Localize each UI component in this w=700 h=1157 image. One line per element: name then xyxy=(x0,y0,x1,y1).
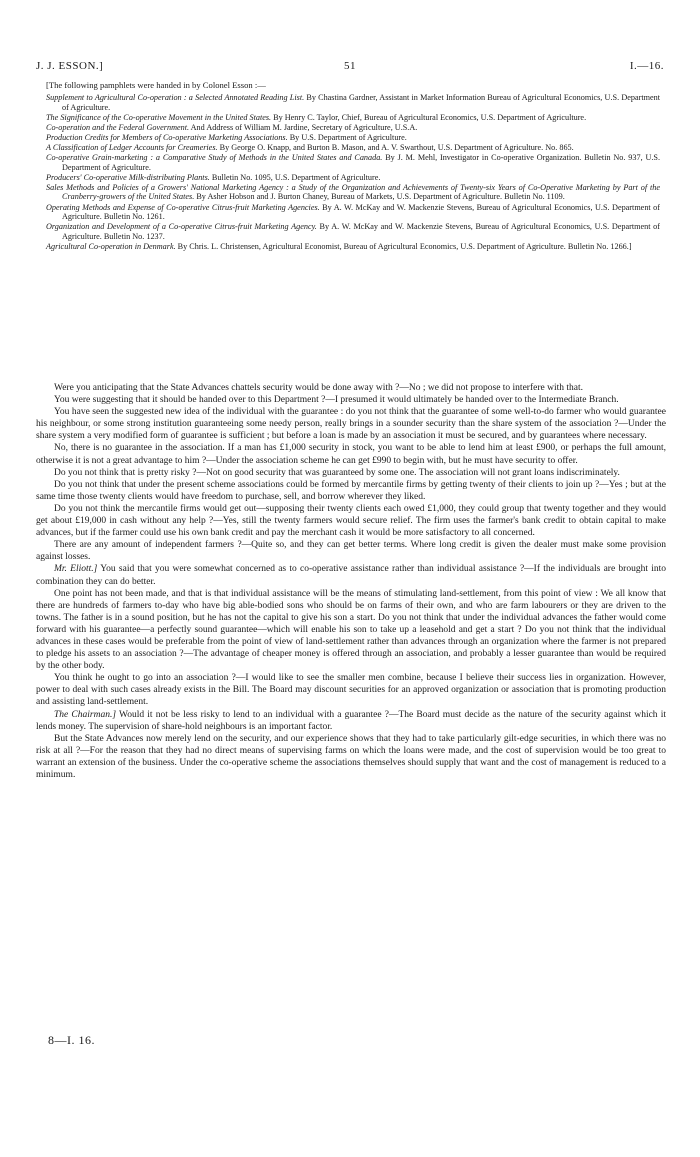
paragraph-text: Do you not think that under the present scheme associations could be formed by mercantile firms by getting twenty of their clients to join up ?—Yes ; but at the same time those twenty clients would have freedom to purchase, sell, and borrow wherever they liked. xyxy=(36,479,666,502)
running-header xyxy=(36,60,664,74)
pamphlet-details: By Asher Hobson and J. Burton Chaney, Bureau of Markets, U.S. Department of Agriculture. Bulletin No. 1109. xyxy=(194,192,565,202)
paragraph-text: Would it not be less risky to lend to an individual with a guarantee ?—The Board must decide as the nature of the security against which it lends money. The supervision of share-hold neighbours is an important factor. xyxy=(36,709,666,732)
evidence-paragraph xyxy=(36,382,666,394)
paragraph-text: Do you not think that is pretty risky ?—Not on good security that was guaranteed by some one. The association will not grant loans indiscriminately. xyxy=(54,467,620,478)
pamphlet-details: Bulletin No. 1095, U.S. Department of Agriculture. xyxy=(209,172,381,182)
evidence-paragraph xyxy=(36,539,666,563)
paragraph-text: But the State Advances now merely lend on the security, and our experience shows that they had to take particularly gilt-edge securities, in which there was no risk at all ?—For the reason that they had no direct means of supervising farms on which the loans were made, and the cost of supervision would be too great to warrant an extension of the business. Under the co-operative scheme the associations themselves should supply that want and the cost of management is reduced to a minimum. xyxy=(36,733,666,780)
paragraph-text: No, there is no guarantee in the association. If a man has £1,000 security in stock, you want to be able to lend him at least £900, or perhaps the full amount, otherwise it is not a great advantage to him ?—Under the association scheme he can get £990 to begin with, but he must have security to offer. xyxy=(36,443,666,466)
pamphlet-entry xyxy=(46,173,660,183)
page-number: 51 xyxy=(344,60,356,72)
pamphlet-entry xyxy=(46,242,660,252)
paragraph-text: You have seen the suggested new idea of the individual with the guarantee : do you not think that the guarantee of some well-to-do farmer who would guarantee his neighbour, or some strong institution guaranteeing some needy person, really brings in a sounder security than the share system of the association ?—Under the share system a very modified form of guarantee is sufficient ; but before a loan is made by an association it must be secured, and by guarantees where necessary. xyxy=(36,407,666,442)
pamphlet-details: By U.S. Department of Agriculture. xyxy=(287,132,407,142)
pamphlet-title: Organization and Development of a Co-operative Citrus-fruit Marketing Agency. xyxy=(46,222,317,232)
speaker-label: The Chairman.] xyxy=(54,709,117,720)
pamphlet-entry xyxy=(46,113,660,123)
pamphlet-details: By J. M. Mehl, Investigator in Co-operative Organization. Bulletin No. 937, U.S. Department of Agriculture. xyxy=(62,153,661,172)
paragraph-text: You think he ought to go into an association ?—I would like to see the smaller men combine, because I believe their success lies in organization. However, power to deal with such cases already exists in the Bill. The Board may discount securities for an approved organization or association that is promoting production and assisting land-settlement. xyxy=(36,673,666,708)
speaker-label: Mr. Eliott.] xyxy=(54,564,98,575)
paper-reference: I.—16. xyxy=(629,60,664,72)
evidence-paragraph xyxy=(36,406,666,442)
pamphlet-details: By A. W. McKay and W. Mackenzie Stevens, Bureau of Agricultural Economics, U.S. Department of Agriculture. Bulletin No. 1261. xyxy=(62,202,660,222)
header-witness: J. J. ESSON.] xyxy=(36,60,104,72)
pamphlet-title: Co-operation and the Federal Government. xyxy=(46,122,190,132)
pamphlet-entry xyxy=(46,123,660,133)
pamphlet-details: And Address of William M. Jardine, Secretary of Agriculture, U.S.A. xyxy=(189,122,418,132)
pamphlet-title: Agricultural Co-operation in Denmark. xyxy=(46,241,176,251)
pamphlet-list xyxy=(46,93,660,252)
evidence-paragraph xyxy=(36,672,666,708)
evidence-paragraph xyxy=(36,563,666,587)
evidence-body xyxy=(36,382,666,781)
pamphlet-entry xyxy=(46,133,660,143)
signature-mark: 8—I. 16. xyxy=(48,1033,95,1047)
pamphlet-title: Sales Methods and Policies of a Growers' National Marketing Agency : a Study of the Organization and Achievements of Twenty-six Years of Co-Operative Marketing by Part of the Cranberry-growers of the United States. xyxy=(46,182,660,202)
pamphlet-title: The Significance of the Co-operative Movement in the United States. xyxy=(46,112,272,122)
pamphlet-entry xyxy=(46,222,660,241)
pamphlet-title: A Classification of Ledger Accounts for Creameries. xyxy=(46,142,218,152)
evidence-paragraph xyxy=(36,394,666,406)
paragraph-text: Were you anticipating that the State Advances chattels security would be done away with ?—No ; we did not propose to interfere with that. xyxy=(54,383,583,393)
pamphlets-intro: [The following pamphlets were handed in by Colonel Esson :— xyxy=(46,80,266,90)
paragraph-text: There are any amount of independent farmers ?—Quite so, and they can get better terms. Where long credit is given the dealer must make some provision against losses. xyxy=(36,540,666,563)
pamphlet-entry xyxy=(46,143,660,153)
pamphlet-details: By Henry C. Taylor, Chief, Bureau of Agricultural Economics, U.S. Department of Agriculture. xyxy=(271,112,587,122)
pamphlet-title: Operating Methods and Expense of Co-operative Citrus-fruit Marketing Agencies. xyxy=(46,202,320,212)
evidence-paragraph xyxy=(36,733,666,781)
paragraph-text: Do you not think the mercantile firms would get out—supposing their twenty clients each owed £1,000, they could group that twenty together and they would get about £19,000 in cash without any help ?—Yes, still the twenty farmers would secure relief. The firm uses the farmer's bank credit to obtain capital to make advances, but if the farmer could use his own bank credit and pay the merchant cash it would be more satisfactory to all concerned. xyxy=(36,503,666,539)
pamphlet-title: Production Credits for Members of Co-operative Marketing Associations. xyxy=(46,132,288,142)
pamphlet-details: By A. W. McKay and W. Mackenzie Stevens, Bureau of Agricultural Economics, U.S. Department of Agriculture. Bulletin No. 1237. xyxy=(62,222,660,241)
pamphlet-title: Producers' Co-operative Milk-distributing Plants. xyxy=(46,172,210,182)
evidence-paragraph xyxy=(36,442,666,466)
pamphlet-details: By George O. Knapp, and Burton B. Mason, and A. V. Swarthout, U.S. Department of Agriculture. No. 865. xyxy=(217,142,574,152)
paragraph-text: One point has not been made, and that is that individual assistance will be the means of stimulating land-settlement, from this point of view : We all know that there are hundreds of farmers to-day who have big able-bodied sons who should be on farms of their own, and who are farm labourers or they are driven to the towns. The father is in a sound position, but he has not the capital to give his son a start. Do you not think that under the individual advances the father would come forward with his guarantee—a perfectly sound guarantee—which will enable his son to take up a leasehold and get a start ? Do you not think that the individual advances in these cases would be preferable from the point of view of land-settlement rather than advances through an organization where the farmer is not prepared to pledge his assets to an association ?—The advantage of cheaper money is offered through an association, and probably a lesser guarantee than would be required by the other body. xyxy=(36,588,666,672)
pamphlet-entry xyxy=(46,93,660,112)
pamphlet-entry xyxy=(46,183,660,202)
evidence-paragraph xyxy=(36,503,666,539)
evidence-paragraph xyxy=(36,467,666,479)
evidence-paragraph xyxy=(36,588,666,673)
paragraph-text: You said that you were somewhat concerned as to co-operative assistance rather than individual assistance ?—If the individuals are brought into combination they can do better. xyxy=(36,564,666,587)
evidence-paragraph xyxy=(36,709,666,733)
pamphlet-title: Supplement to Agricultural Co-operation : a Selected Annotated Reading List. xyxy=(46,93,305,102)
evidence-paragraph xyxy=(36,479,666,503)
pamphlet-details: By Chastina Gardner, Assistant in Market Information Bureau of Agricultural Economics, U.S. Department of Agriculture. xyxy=(62,93,660,112)
pamphlet-details: By Chris. L. Christensen, Agricultural Economist, Bureau of Agricultural Economics, U.S. Department of Agriculture. Bulletin No. 1266.] xyxy=(175,241,632,251)
pamphlet-entry xyxy=(46,153,660,172)
pamphlet-entry xyxy=(46,203,660,222)
paragraph-text: You were suggesting that it should be handed over to this Department ?—I presumed it would ultimately be handed over to the Intermediate Branch. xyxy=(54,395,619,406)
pamphlet-title: Co-operative Grain-marketing : a Comparative Study of Methods in the United States and Canada. xyxy=(46,153,383,163)
